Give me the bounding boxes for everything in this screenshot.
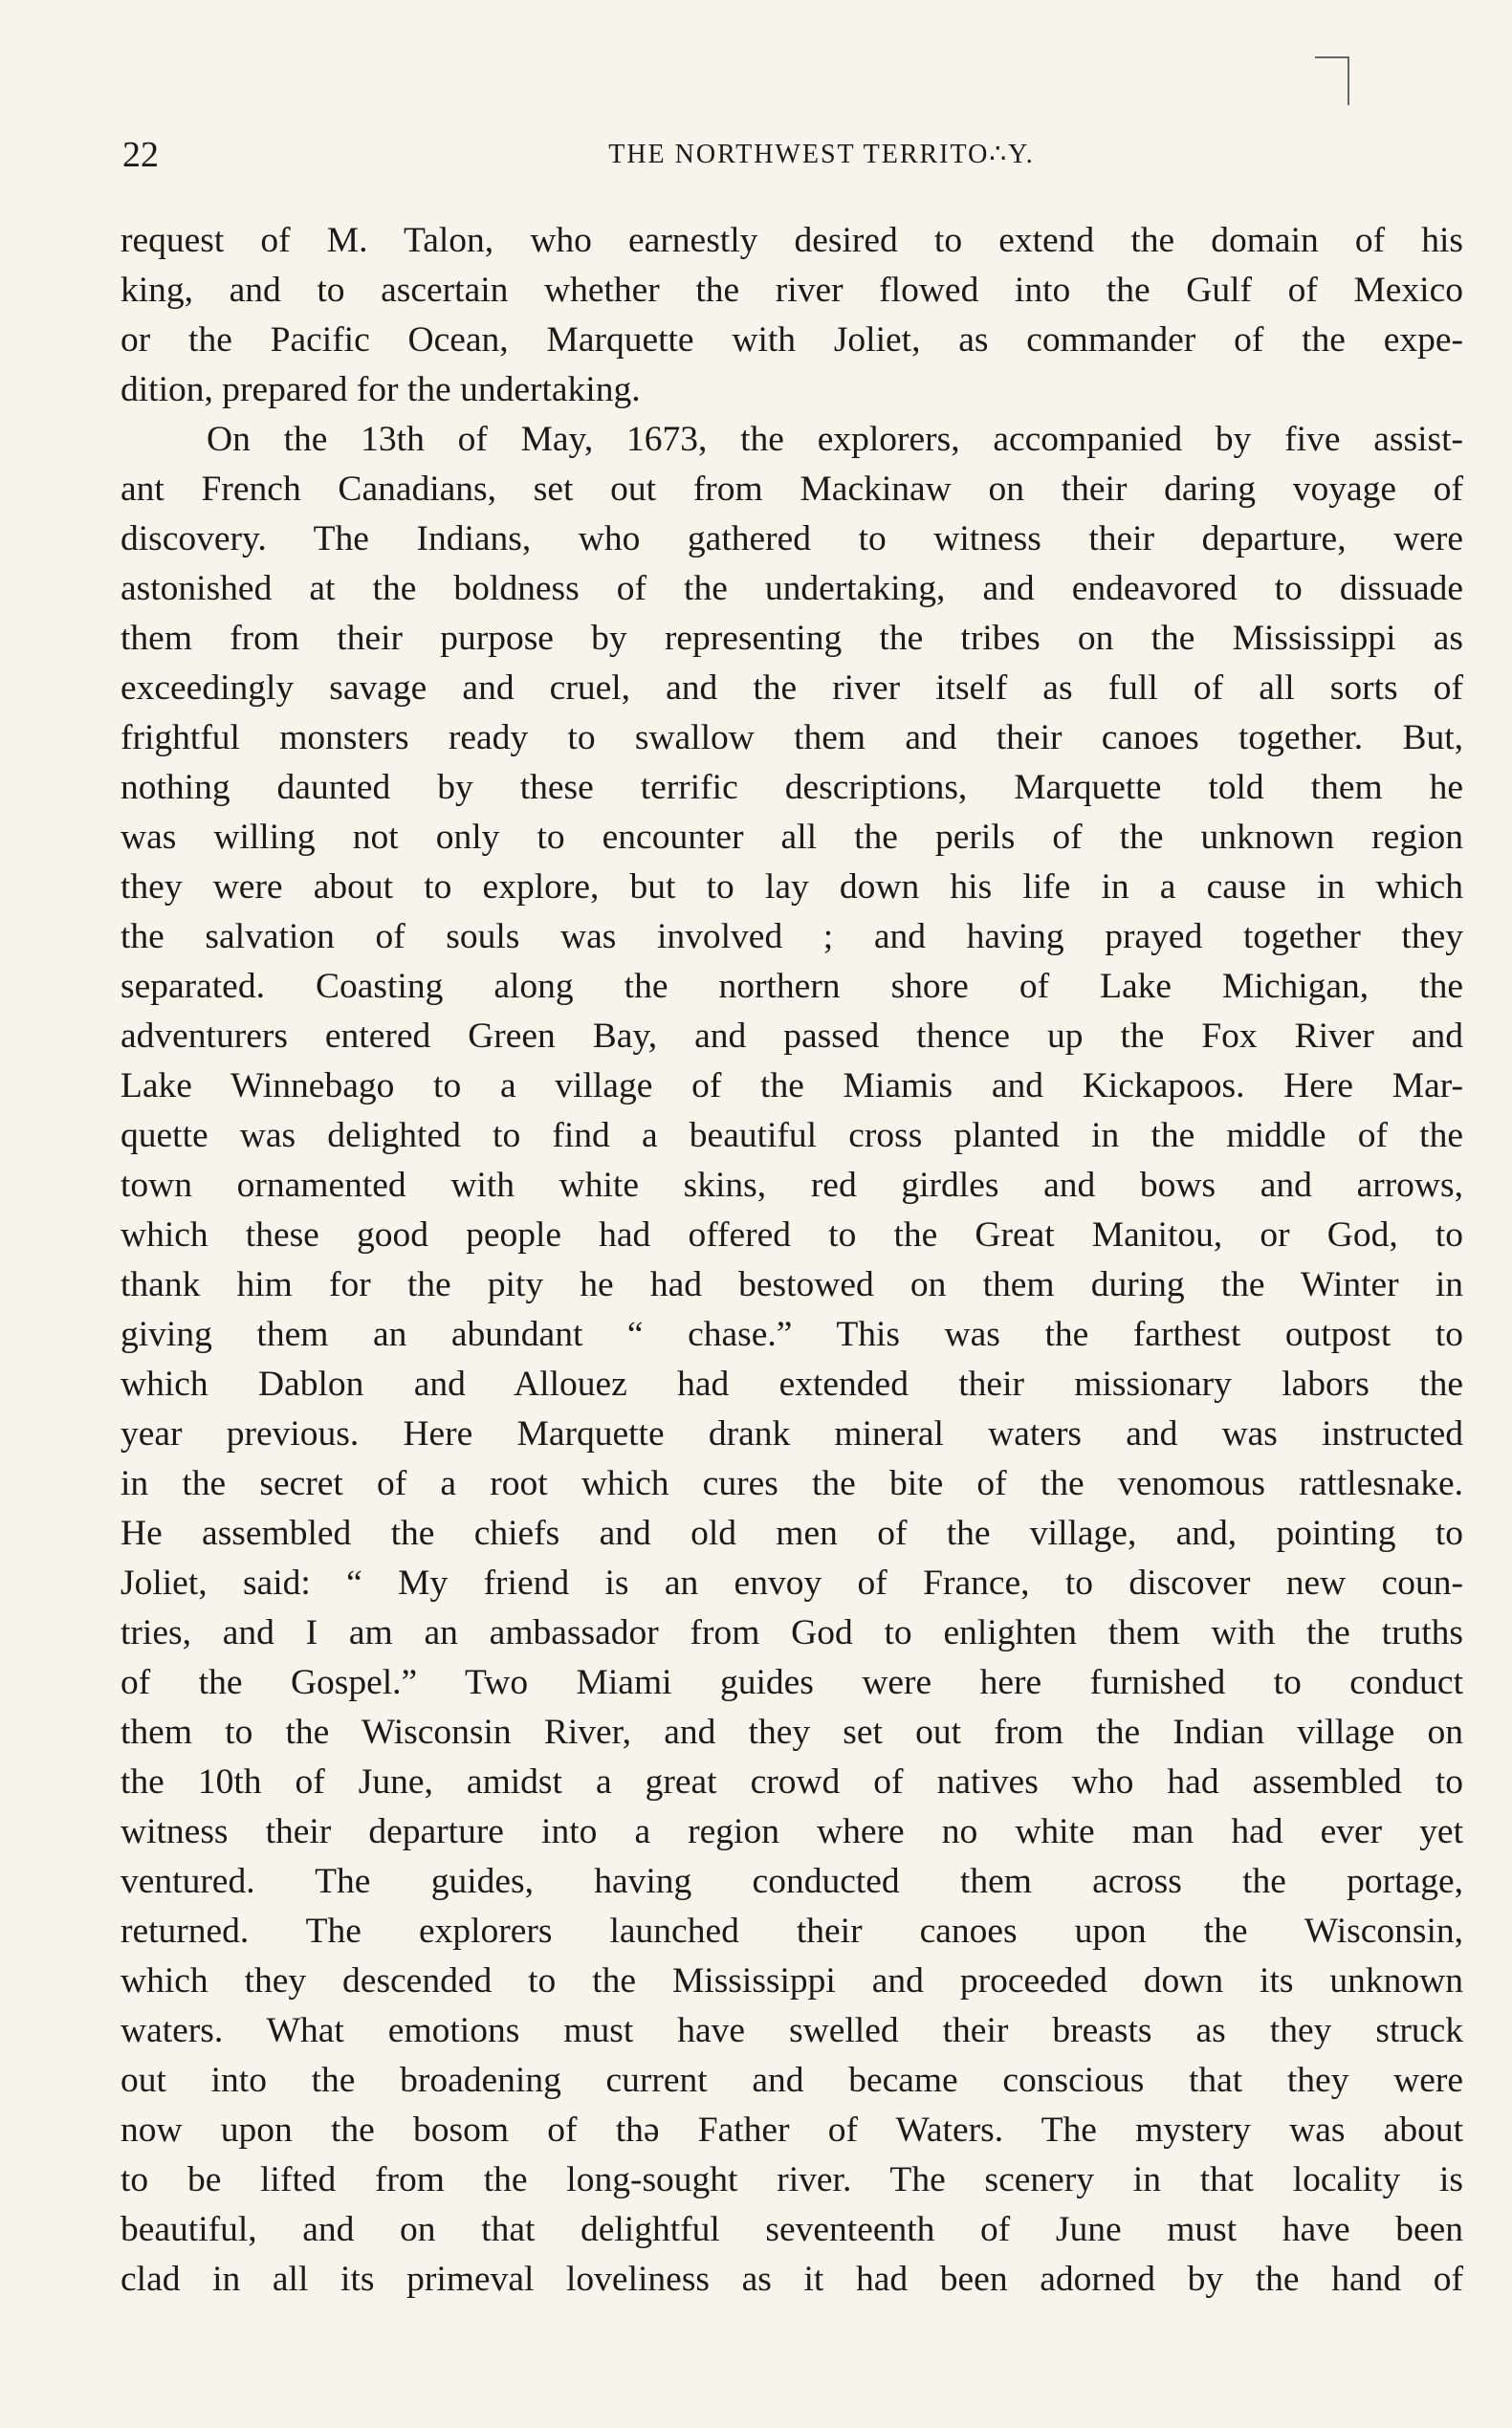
text-line: adventurers entered Green Bay, and passed thence up the Fox River and — [121, 1017, 1463, 1056]
text-line: or the Pacific Ocean, Marquette with Joliet, as commander of the expe- — [121, 320, 1463, 360]
page-corner-mark — [1310, 53, 1358, 110]
text-line: of the Gospel.” Two Miami guides were here furnished to conduct — [121, 1663, 1463, 1702]
text-line: quette was delighted to find a beautiful cross planted in the middle of the — [121, 1116, 1463, 1155]
text-line: them from their purpose by representing the tribes on the Mississippi as — [121, 619, 1463, 658]
text-line: out into the broadening current and became conscious that they were — [121, 2061, 1463, 2100]
text-line: year previous. Here Marquette drank mineral waters and was instructed — [121, 1414, 1463, 1454]
text-line: Lake Winnebago to a village of the Miamis and Kickapoos. Here Mar- — [121, 1066, 1463, 1105]
text-line: now upon the bosom of thə Father of Waters. The mystery was about — [121, 2111, 1463, 2150]
text-line: dition, prepared for the undertaking. — [121, 370, 641, 409]
body-text — [121, 216, 1463, 2305]
text-line: He assembled the chiefs and old men of the village, and, pointing to — [121, 1514, 1463, 1553]
text-line: ant French Canadians, set out from Mackinaw on their daring voyage of — [121, 470, 1463, 509]
text-line: the salvation of souls was involved ; and having prayed together they — [121, 917, 1463, 956]
text-line: separated. Coasting along the northern shore of Lake Michigan, the — [121, 967, 1463, 1006]
text-line: request of M. Talon, who earnestly desired to extend the domain of his — [121, 221, 1463, 260]
running-head: THE NORTHWEST TERRITO∴Y. — [608, 140, 1035, 169]
text-line: which Dablon and Allouez had extended their missionary labors the — [121, 1365, 1463, 1404]
text-line: was willing not only to encounter all the perils of the unknown region — [121, 818, 1463, 857]
text-line: which these good people had offered to the Great Manitou, or God, to — [121, 1215, 1463, 1255]
text-line: in the secret of a root which cures the bite of the venomous rattlesnake. — [121, 1464, 1463, 1503]
text-line: which they descended to the Mississippi and proceeded down its unknown — [121, 1961, 1463, 2001]
text-line: king, and to ascertain whether the river flowed into the Gulf of Mexico — [121, 271, 1463, 310]
page-number: 22 — [122, 135, 159, 175]
text-line: them to the Wisconsin River, and they set out from the Indian village on — [121, 1713, 1463, 1752]
text-line: town ornamented with white skins, red girdles and bows and arrows, — [121, 1166, 1463, 1205]
text-line: Joliet, said: “ My friend is an envoy of France, to discover new coun- — [121, 1564, 1463, 1603]
text-line: giving them an abundant “ chase.” This was the farthest outpost to — [121, 1315, 1463, 1354]
text-line: thank him for the pity he had bestowed on them during the Winter in — [121, 1265, 1463, 1304]
text-line: On the 13th of May, 1673, the explorers, accompanied by five assist- — [207, 420, 1463, 459]
text-line: exceedingly savage and cruel, and the river itself as full of all sorts of — [121, 668, 1463, 708]
text-line: waters. What emotions must have swelled their breasts as they struck — [121, 2011, 1463, 2050]
text-line: they were about to explore, but to lay down his life in a cause in which — [121, 867, 1463, 907]
page-header — [122, 126, 1463, 184]
text-line: ventured. The guides, having conducted them across the portage, — [121, 1862, 1463, 1901]
text-line: frightful monsters ready to swallow them and their canoes together. But, — [121, 718, 1463, 757]
text-line: clad in all its primeval loveliness as it had been adorned by the hand of — [121, 2260, 1463, 2299]
text-line: astonished at the boldness of the undertaking, and endeavored to dissuade — [121, 569, 1463, 608]
text-line: beautiful, and on that delightful seventeenth of June must have been — [121, 2210, 1463, 2249]
text-line: returned. The explorers launched their canoes upon the Wisconsin, — [121, 1912, 1463, 1951]
text-line: tries, and I am an ambassador from God to enlighten them with the truths — [121, 1613, 1463, 1652]
text-line: to be lifted from the long-sought river. The scenery in that locality is — [121, 2160, 1463, 2199]
text-line: witness their departure into a region where no white man had ever yet — [121, 1812, 1463, 1851]
text-line: the 10th of June, amidst a great crowd of natives who had assembled to — [121, 1762, 1463, 1802]
text-line: nothing daunted by these terrific descriptions, Marquette told them he — [121, 768, 1463, 807]
text-line: discovery. The Indians, who gathered to witness their departure, were — [121, 519, 1463, 558]
